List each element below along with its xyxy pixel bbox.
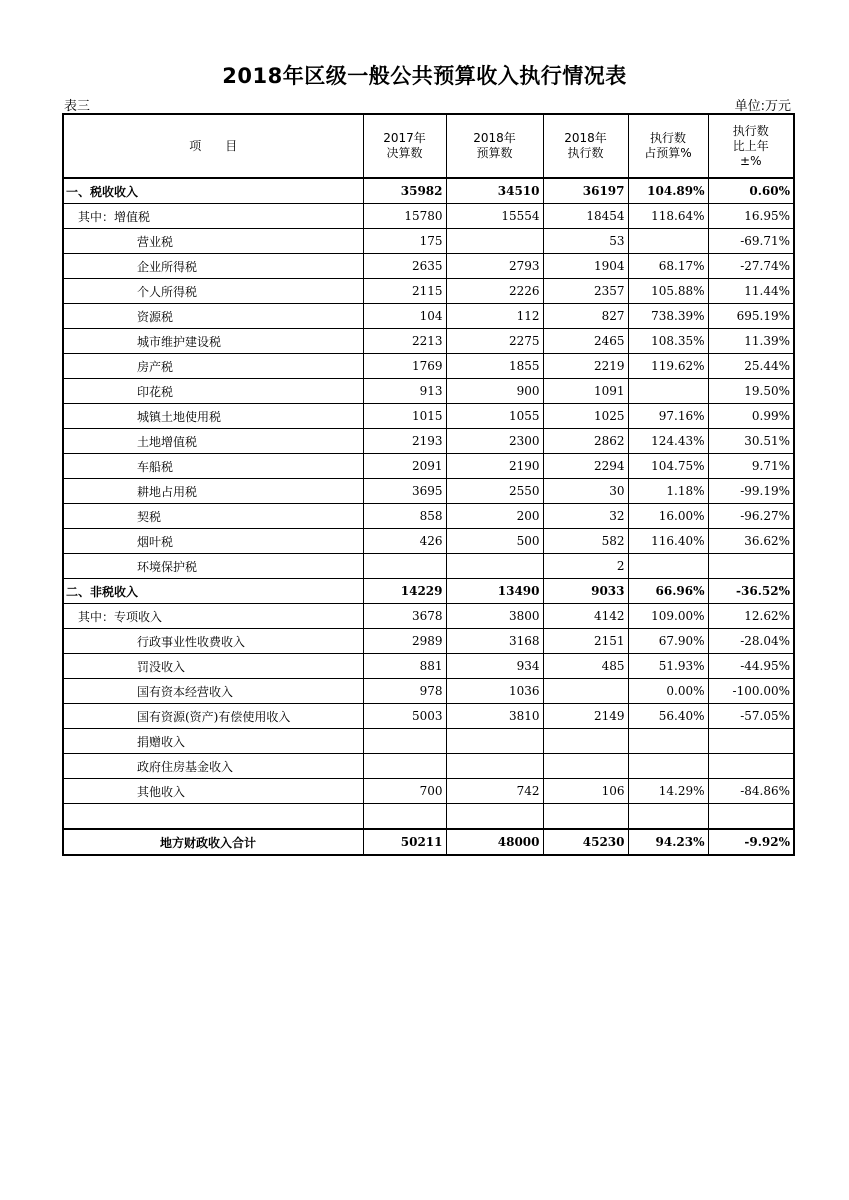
row-value: 68.17% (628, 254, 708, 279)
row-name: 罚没收入 (63, 654, 363, 679)
table-row (63, 178, 794, 204)
row-name: 房产税 (63, 354, 363, 379)
row-value: 2 (543, 554, 628, 579)
row-value: 18454 (543, 204, 628, 229)
row-value: 15780 (363, 204, 446, 229)
row-value: -44.95% (708, 654, 794, 679)
row-value: 2989 (363, 629, 446, 654)
table-row (63, 779, 794, 804)
row-value: 900 (446, 379, 543, 404)
row-value: 5003 (363, 704, 446, 729)
row-value: 30.51% (708, 429, 794, 454)
row-value (543, 679, 628, 704)
sheet-label: 表三 (64, 99, 91, 114)
row-value: 104 (363, 304, 446, 329)
row-value: 32 (543, 504, 628, 529)
table-row (63, 229, 794, 254)
budget-table (62, 113, 795, 856)
row-name: 城镇土地使用税 (63, 404, 363, 429)
table-row (63, 529, 794, 554)
row-value: 19.50% (708, 379, 794, 404)
row-name: 城市维护建设税 (63, 329, 363, 354)
total-value: 45230 (543, 829, 628, 855)
row-value: 1055 (446, 404, 543, 429)
row-value: 200 (446, 504, 543, 529)
row-value: 1015 (363, 404, 446, 429)
row-value: 11.39% (708, 329, 794, 354)
table-row (63, 254, 794, 279)
row-value: 485 (543, 654, 628, 679)
row-value: 1091 (543, 379, 628, 404)
row-value (363, 729, 446, 754)
row-value: 978 (363, 679, 446, 704)
table-row (63, 754, 794, 779)
table-row (63, 804, 794, 830)
row-value: 34510 (446, 178, 543, 204)
row-value: 934 (446, 654, 543, 679)
table-row (63, 329, 794, 354)
row-value: 53 (543, 229, 628, 254)
table-row (63, 429, 794, 454)
row-value: 2219 (543, 354, 628, 379)
row-value (628, 554, 708, 579)
row-value: 1.18% (628, 479, 708, 504)
row-value: 0.60% (708, 178, 794, 204)
header-item: 项 目 (63, 114, 363, 178)
row-name: 行政事业性收费收入 (63, 629, 363, 654)
row-value (628, 754, 708, 779)
row-value (363, 754, 446, 779)
row-value: 582 (543, 529, 628, 554)
row-value (543, 754, 628, 779)
row-value (363, 804, 446, 830)
table-row (63, 629, 794, 654)
header-execution-pct: 执行数 占预算% (628, 114, 708, 178)
row-name: 二、非税收入 (63, 579, 363, 604)
row-value (628, 804, 708, 830)
row-value: 2193 (363, 429, 446, 454)
row-value: 0.00% (628, 679, 708, 704)
table-row (63, 679, 794, 704)
row-value: 0.99% (708, 404, 794, 429)
row-value: 3800 (446, 604, 543, 629)
row-value: -57.05% (708, 704, 794, 729)
header-2018-budget: 2018年 预算数 (446, 114, 543, 178)
row-name: 营业税 (63, 229, 363, 254)
table-row (63, 554, 794, 579)
row-value: 2115 (363, 279, 446, 304)
row-value: 1855 (446, 354, 543, 379)
total-name: 地方财政收入合计 (63, 829, 363, 855)
row-value: 36197 (543, 178, 628, 204)
row-name (63, 804, 363, 830)
row-value: 4142 (543, 604, 628, 629)
row-value: -99.19% (708, 479, 794, 504)
table-row (63, 604, 794, 629)
row-value (543, 804, 628, 830)
row-value (446, 804, 543, 830)
row-value: -27.74% (708, 254, 794, 279)
row-value: 1769 (363, 354, 446, 379)
row-value: 30 (543, 479, 628, 504)
row-value: 35982 (363, 178, 446, 204)
table-row (63, 379, 794, 404)
row-value: 175 (363, 229, 446, 254)
row-value: 108.35% (628, 329, 708, 354)
row-value: 3695 (363, 479, 446, 504)
row-name: 政府住房基金收入 (63, 754, 363, 779)
row-value: 66.96% (628, 579, 708, 604)
row-value (446, 729, 543, 754)
header-row (63, 114, 794, 178)
total-value: 94.23% (628, 829, 708, 855)
row-value: -100.00% (708, 679, 794, 704)
row-value: 9033 (543, 579, 628, 604)
row-name: 环境保护税 (63, 554, 363, 579)
table-row (63, 279, 794, 304)
row-name: 其中：增值税 (63, 204, 363, 229)
row-value: 1036 (446, 679, 543, 704)
row-name: 烟叶税 (63, 529, 363, 554)
row-value: 2635 (363, 254, 446, 279)
row-value: 2300 (446, 429, 543, 454)
row-value (708, 804, 794, 830)
row-value: 2550 (446, 479, 543, 504)
row-value: -28.04% (708, 629, 794, 654)
row-value (628, 379, 708, 404)
row-name: 个人所得税 (63, 279, 363, 304)
row-value: 112 (446, 304, 543, 329)
row-value: 14229 (363, 579, 446, 604)
row-value: 695.19% (708, 304, 794, 329)
row-value: 3810 (446, 704, 543, 729)
row-value: 738.39% (628, 304, 708, 329)
total-value: 48000 (446, 829, 543, 855)
row-value: 2465 (543, 329, 628, 354)
table-row (63, 479, 794, 504)
header-2017-final: 2017年 决算数 (363, 114, 446, 178)
table-row (63, 729, 794, 754)
header-2018-actual: 2018年 执行数 (543, 114, 628, 178)
row-value: 2793 (446, 254, 543, 279)
row-value: 25.44% (708, 354, 794, 379)
row-name: 捐赠收入 (63, 729, 363, 754)
table-row (63, 654, 794, 679)
row-value: 700 (363, 779, 446, 804)
row-value: 2149 (543, 704, 628, 729)
row-name: 其中：专项收入 (63, 604, 363, 629)
row-value: 1025 (543, 404, 628, 429)
row-name: 国有资源(资产)有偿使用收入 (63, 704, 363, 729)
row-value: 16.00% (628, 504, 708, 529)
row-name: 车船税 (63, 454, 363, 479)
row-value: 119.62% (628, 354, 708, 379)
table-row (63, 304, 794, 329)
row-value: 2862 (543, 429, 628, 454)
row-value (628, 229, 708, 254)
row-value: 51.93% (628, 654, 708, 679)
row-value: 858 (363, 504, 446, 529)
row-value: 14.29% (628, 779, 708, 804)
total-value: -9.92% (708, 829, 794, 855)
row-name: 资源税 (63, 304, 363, 329)
row-value: 913 (363, 379, 446, 404)
row-value: 2213 (363, 329, 446, 354)
row-value: 742 (446, 779, 543, 804)
row-value: 109.00% (628, 604, 708, 629)
row-value: 97.16% (628, 404, 708, 429)
row-value: 3678 (363, 604, 446, 629)
row-name: 耕地占用税 (63, 479, 363, 504)
row-value (628, 729, 708, 754)
row-name: 一、税收收入 (63, 178, 363, 204)
row-name: 国有资本经营收入 (63, 679, 363, 704)
row-value (363, 554, 446, 579)
row-value: 12.62% (708, 604, 794, 629)
row-value: 2190 (446, 454, 543, 479)
row-value: 2275 (446, 329, 543, 354)
table-row (63, 579, 794, 604)
row-value: 1904 (543, 254, 628, 279)
row-value: 124.43% (628, 429, 708, 454)
row-value: 11.44% (708, 279, 794, 304)
header-yoy-change: 执行数 比上年 ±% (708, 114, 794, 178)
row-value: 16.95% (708, 204, 794, 229)
row-name: 土地增值税 (63, 429, 363, 454)
row-value: 426 (363, 529, 446, 554)
row-value: 827 (543, 304, 628, 329)
row-value: 2357 (543, 279, 628, 304)
row-value (708, 754, 794, 779)
row-value: 2294 (543, 454, 628, 479)
row-value: -96.27% (708, 504, 794, 529)
row-value: 105.88% (628, 279, 708, 304)
table-row (63, 454, 794, 479)
row-value (543, 729, 628, 754)
row-name: 企业所得税 (63, 254, 363, 279)
row-value (446, 754, 543, 779)
row-value (446, 554, 543, 579)
table-row (63, 204, 794, 229)
total-value: 50211 (363, 829, 446, 855)
row-value (446, 229, 543, 254)
row-value: -36.52% (708, 579, 794, 604)
row-value: 2151 (543, 629, 628, 654)
row-value: -69.71% (708, 229, 794, 254)
row-value: 118.64% (628, 204, 708, 229)
row-value: 9.71% (708, 454, 794, 479)
row-value: 36.62% (708, 529, 794, 554)
row-name: 契税 (63, 504, 363, 529)
row-value: 106 (543, 779, 628, 804)
row-name: 印花税 (63, 379, 363, 404)
row-value: 67.90% (628, 629, 708, 654)
row-value: 15554 (446, 204, 543, 229)
row-value: 881 (363, 654, 446, 679)
table-row (63, 354, 794, 379)
table-row (63, 704, 794, 729)
row-value: -84.86% (708, 779, 794, 804)
row-name: 其他收入 (63, 779, 363, 804)
page-title: 2018年区级一般公共预算收入执行情况表 (222, 64, 627, 88)
row-value: 56.40% (628, 704, 708, 729)
row-value (708, 554, 794, 579)
row-value: 500 (446, 529, 543, 554)
row-value: 104.75% (628, 454, 708, 479)
table-row (63, 504, 794, 529)
total-row (63, 829, 794, 855)
unit-label: 单位:万元 (734, 99, 791, 114)
row-value: 13490 (446, 579, 543, 604)
row-value (708, 729, 794, 754)
row-value: 2226 (446, 279, 543, 304)
row-value: 116.40% (628, 529, 708, 554)
row-value: 3168 (446, 629, 543, 654)
row-value: 2091 (363, 454, 446, 479)
row-value: 104.89% (628, 178, 708, 204)
table-row (63, 404, 794, 429)
